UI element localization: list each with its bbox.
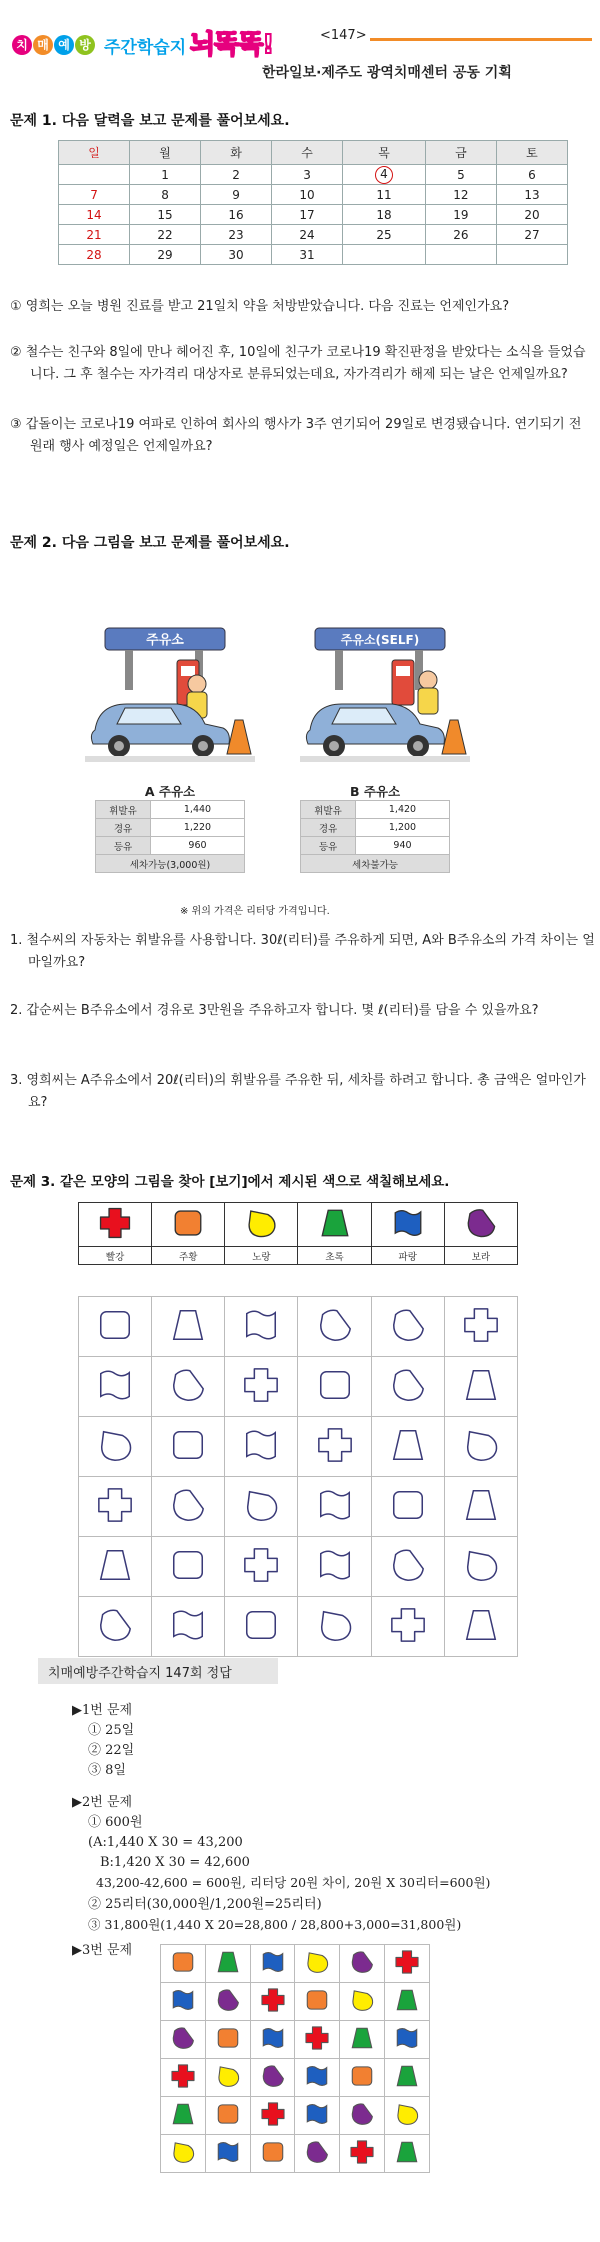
- cross-shape: [260, 1987, 286, 2013]
- blob-shape: [96, 1426, 134, 1464]
- grid-cell[interactable]: [152, 1537, 225, 1597]
- calendar-date-cell: 11: [343, 185, 426, 205]
- calendar-date-cell: 24: [272, 225, 343, 245]
- flag-shape: [242, 1306, 280, 1344]
- answer-heading: 치매예방주간학습지 147회 정답: [38, 1658, 278, 1684]
- answer-q2-label: ▶2번 문제: [72, 1795, 133, 1810]
- circled-date: 4: [375, 166, 393, 184]
- header-subtitle: 한라일보·제주도 광역치매센터 공동 기획: [262, 65, 512, 81]
- flag-shape: [215, 2139, 241, 2165]
- grid-cell: [161, 1983, 206, 2021]
- calendar-date-cell: 2: [201, 165, 272, 185]
- rounded-square-shape: [304, 1987, 330, 2013]
- grid-cell[interactable]: [371, 1417, 444, 1477]
- grid-cell: [385, 1983, 430, 2021]
- legend-swatch: [152, 1203, 225, 1247]
- calendar-date-cell: 28: [59, 245, 130, 265]
- trapezoid-shape: [96, 1546, 134, 1584]
- blob-shape: [215, 2063, 241, 2089]
- drop-shape: [316, 1306, 354, 1344]
- calendar-date-cell: 22: [130, 225, 201, 245]
- calendar-date-cell: 21: [59, 225, 130, 245]
- trapezoid-shape: [462, 1486, 500, 1524]
- cross-shape: [170, 2063, 196, 2089]
- grid-cell: [250, 2021, 295, 2059]
- cross-shape: [260, 2101, 286, 2127]
- cross-shape: [98, 1206, 132, 1240]
- legend-swatch: [298, 1203, 371, 1247]
- flag-shape: [169, 1606, 207, 1644]
- badge-char-2: 예: [54, 35, 74, 55]
- grid-cell: [250, 1983, 295, 2021]
- fuel-type: 경유: [301, 819, 356, 837]
- grid-cell[interactable]: [444, 1597, 517, 1657]
- shape-grid: [78, 1296, 518, 1657]
- gas-station-illustration-b: [300, 620, 470, 774]
- grid-cell[interactable]: [79, 1477, 152, 1537]
- rounded-square-shape: [316, 1366, 354, 1404]
- cross-shape: [316, 1426, 354, 1464]
- fuel-price: 1,220: [151, 819, 245, 837]
- grid-cell: [161, 2059, 206, 2097]
- grid-cell: [250, 2097, 295, 2135]
- drop-shape: [389, 1306, 427, 1344]
- station-a-name: A 주유소: [144, 784, 196, 799]
- cross-shape: [389, 1606, 427, 1644]
- calendar-date-cell: 19: [425, 205, 496, 225]
- grid-cell[interactable]: [225, 1297, 298, 1357]
- grid-cell: [161, 1945, 206, 1983]
- series-badges: [12, 34, 96, 55]
- flag-shape: [391, 1206, 425, 1240]
- calendar-date-cell: [425, 245, 496, 265]
- drop-shape: [389, 1366, 427, 1404]
- grid-cell[interactable]: [298, 1417, 371, 1477]
- grid-cell[interactable]: [79, 1597, 152, 1657]
- legend-color-name: 파랑: [371, 1247, 444, 1265]
- drop-shape: [349, 1949, 375, 1975]
- trapezoid-shape: [389, 1426, 427, 1464]
- grid-cell[interactable]: [444, 1357, 517, 1417]
- grid-cell: [385, 2059, 430, 2097]
- calendar-date-cell: 16: [201, 205, 272, 225]
- trapezoid-shape: [170, 2101, 196, 2127]
- flag-shape: [304, 2063, 330, 2089]
- grid-cell: [385, 2097, 430, 2135]
- calendar-date-cell: 10: [272, 185, 343, 205]
- drop-shape: [215, 1987, 241, 2013]
- grid-cell[interactable]: [371, 1597, 444, 1657]
- grid-cell[interactable]: [371, 1297, 444, 1357]
- calendar-date-cell: 7: [59, 185, 130, 205]
- grid-cell[interactable]: [152, 1477, 225, 1537]
- fuel-price: 960: [151, 837, 245, 855]
- calendar-day-header: 금: [425, 141, 496, 165]
- grid-cell[interactable]: [298, 1297, 371, 1357]
- grid-cell[interactable]: [79, 1357, 152, 1417]
- answer-q2-5: ② 25리터(30,000원/1,200원=25리터): [88, 1897, 322, 1912]
- drop-shape: [169, 1486, 207, 1524]
- flag-shape: [96, 1366, 134, 1404]
- grid-cell[interactable]: [79, 1537, 152, 1597]
- trapezoid-shape: [462, 1606, 500, 1644]
- series-title: 주간학습지: [104, 38, 187, 58]
- calendar-date-cell: 12: [425, 185, 496, 205]
- fuel-price: 1,200: [356, 819, 450, 837]
- grid-cell[interactable]: [371, 1537, 444, 1597]
- car-wash-info: 세차가능(3,000원): [96, 855, 245, 873]
- trapezoid-shape: [169, 1306, 207, 1344]
- badge-char-0: 치: [12, 35, 32, 55]
- legend-color-name: 보라: [444, 1247, 517, 1265]
- q1-question-3: ③ 갑돌이는 코로나19 여파로 인하여 회사의 행사가 3주 연기되어 29일로 변경됐습니다. 연기되기 전 원래 행사 예정일은 언제일까요?: [10, 417, 582, 454]
- answer-q1-label: ▶1번 문제: [72, 1703, 133, 1718]
- drop-shape: [96, 1606, 134, 1644]
- header-rule: [370, 38, 592, 41]
- station-b-name: B 주유소: [349, 784, 401, 799]
- rounded-square-shape: [215, 2025, 241, 2051]
- q2-title: 문제 2. 다음 그림을 보고 문제를 풀어보세요.: [10, 535, 290, 551]
- trapezoid-shape: [349, 2025, 375, 2051]
- grid-cell: [340, 2021, 385, 2059]
- badge-char-1: 매: [33, 35, 53, 55]
- calendar-date-cell: 14: [59, 205, 130, 225]
- flag-shape: [304, 2101, 330, 2127]
- legend-color-name: 노랑: [225, 1247, 298, 1265]
- svg-text:주유소: 주유소: [146, 633, 184, 648]
- calendar-date-cell: 1: [130, 165, 201, 185]
- calendar-day-header: 일: [59, 141, 130, 165]
- grid-cell[interactable]: [225, 1417, 298, 1477]
- grid-cell: [340, 2097, 385, 2135]
- grid-cell: [205, 2021, 250, 2059]
- flag-shape: [260, 2025, 286, 2051]
- color-legend: [78, 1202, 518, 1265]
- grid-cell[interactable]: [371, 1477, 444, 1537]
- blob-shape: [242, 1486, 280, 1524]
- cross-shape: [242, 1546, 280, 1584]
- cross-shape: [462, 1306, 500, 1344]
- badge-char-3: 방: [75, 35, 95, 55]
- calendar-date-cell: 23: [201, 225, 272, 245]
- legend-color-name: 주황: [152, 1247, 225, 1265]
- blob-shape: [304, 1949, 330, 1975]
- blob-shape: [170, 2139, 196, 2165]
- grid-cell: [295, 2021, 340, 2059]
- grid-cell: [340, 1945, 385, 1983]
- calendar-date-cell: 13: [496, 185, 567, 205]
- rounded-square-shape: [170, 1949, 196, 1975]
- rounded-square-shape: [242, 1606, 280, 1644]
- trapezoid-shape: [215, 1949, 241, 1975]
- blob-shape: [394, 2101, 420, 2127]
- rounded-square-shape: [389, 1486, 427, 1524]
- grid-cell: [250, 2135, 295, 2173]
- trapezoid-shape: [394, 2063, 420, 2089]
- grid-cell[interactable]: [444, 1297, 517, 1357]
- grid-cell: [205, 2059, 250, 2097]
- drop-shape: [170, 2025, 196, 2051]
- calendar-date-cell: [59, 165, 130, 185]
- flag-shape: [316, 1546, 354, 1584]
- calendar-date-cell: [343, 245, 426, 265]
- flag-shape: [316, 1486, 354, 1524]
- trapezoid-shape: [462, 1366, 500, 1404]
- grid-cell[interactable]: [298, 1537, 371, 1597]
- grid-cell: [295, 1983, 340, 2021]
- calendar-date-cell: 26: [425, 225, 496, 245]
- rounded-square-shape: [169, 1426, 207, 1464]
- flag-shape: [170, 1987, 196, 2013]
- issue-number: <147>: [320, 28, 367, 43]
- car-wash-info: 세차불가능: [301, 855, 450, 873]
- grid-cell: [385, 2135, 430, 2173]
- grid-cell: [340, 2059, 385, 2097]
- blob-shape: [462, 1426, 500, 1464]
- calendar-date-cell: 30: [201, 245, 272, 265]
- q1-title: 문제 1. 다음 달력을 보고 문제를 풀어보세요.: [10, 113, 290, 129]
- station-b: [300, 782, 450, 873]
- drop-shape: [260, 2063, 286, 2089]
- answer-q1-3: ③ 8일: [88, 1763, 126, 1778]
- calendar-date-cell: 6: [496, 165, 567, 185]
- grid-cell[interactable]: [152, 1357, 225, 1417]
- legend-swatch: [444, 1203, 517, 1247]
- calendar-date-cell: 18: [343, 205, 426, 225]
- grid-cell: [385, 2021, 430, 2059]
- grid-cell[interactable]: [225, 1597, 298, 1657]
- legend-swatch: [225, 1203, 298, 1247]
- logo: 뇌똑똑!: [190, 30, 274, 60]
- calendar-day-header: 화: [201, 141, 272, 165]
- grid-cell[interactable]: [225, 1477, 298, 1537]
- answer-q2-1: ① 600원: [88, 1815, 143, 1830]
- grid-cell: [295, 2097, 340, 2135]
- grid-cell[interactable]: [152, 1297, 225, 1357]
- calendar-date-cell: 27: [496, 225, 567, 245]
- fuel-type: 휘발유: [96, 801, 151, 819]
- grid-cell: [340, 1983, 385, 2021]
- q3-title: 문제 3. 같은 모양의 그림을 찾아 [보기]에서 제시된 색으로 색칠해보세요.: [10, 1174, 450, 1190]
- flag-shape: [260, 1949, 286, 1975]
- calendar-date-cell: [496, 245, 567, 265]
- blob-shape: [244, 1206, 278, 1240]
- legend-swatch: [371, 1203, 444, 1247]
- grid-cell: [295, 2135, 340, 2173]
- cross-shape: [96, 1486, 134, 1524]
- fuel-type: 경유: [96, 819, 151, 837]
- grid-cell[interactable]: [152, 1417, 225, 1477]
- calendar-date-cell: 31: [272, 245, 343, 265]
- calendar-date-cell: 5: [425, 165, 496, 185]
- answer-q2-6: ③ 31,800원(1,440 X 20=28,800 / 28,800+3,000=31,800원): [88, 1917, 462, 1932]
- grid-cell[interactable]: [444, 1417, 517, 1477]
- grid-cell: [205, 1983, 250, 2021]
- grid-cell: [295, 2059, 340, 2097]
- grid-cell[interactable]: [79, 1297, 152, 1357]
- grid-cell: [161, 2097, 206, 2135]
- grid-cell[interactable]: [444, 1477, 517, 1537]
- trapezoid-shape: [394, 1987, 420, 2013]
- trapezoid-shape: [318, 1206, 352, 1240]
- answer-q2-3: B:1,420 X 30 = 42,600: [100, 1855, 250, 1870]
- grid-cell: [161, 2021, 206, 2059]
- grid-cell: [205, 1945, 250, 1983]
- grid-cell[interactable]: [298, 1357, 371, 1417]
- calendar-date-cell: 15: [130, 205, 201, 225]
- rounded-square-shape: [96, 1306, 134, 1344]
- answer-q1-1: ① 25일: [88, 1723, 135, 1738]
- drop-shape: [169, 1366, 207, 1404]
- station-a: [95, 782, 245, 873]
- grid-cell[interactable]: [152, 1597, 225, 1657]
- drop-shape: [304, 2139, 330, 2165]
- blob-shape: [349, 1987, 375, 2013]
- grid-cell[interactable]: [371, 1357, 444, 1417]
- legend-color-name: 초록: [298, 1247, 371, 1265]
- grid-cell[interactable]: [298, 1477, 371, 1537]
- calendar-date-cell: [343, 165, 426, 185]
- grid-cell: [295, 1945, 340, 1983]
- price-note: ※ 위의 가격은 리터당 가격입니다.: [180, 906, 330, 917]
- answer-q2-4: 43,200-42,600 = 600원, 리터당 20원 차이, 20원 X 30리터=600원): [96, 1875, 491, 1890]
- answer-q2-2: (A:1,440 X 30 = 43,200: [88, 1835, 243, 1850]
- calendar: [58, 140, 568, 265]
- calendar-date-cell: 17: [272, 205, 343, 225]
- grid-cell[interactable]: [225, 1357, 298, 1417]
- grid-cell: [205, 2135, 250, 2173]
- rounded-square-shape: [260, 2139, 286, 2165]
- calendar-date-cell: 9: [201, 185, 272, 205]
- svg-text:주유소(SELF): 주유소(SELF): [340, 633, 420, 647]
- cross-shape: [242, 1366, 280, 1404]
- grid-cell: [161, 2135, 206, 2173]
- drop-shape: [389, 1546, 427, 1584]
- drop-shape: [464, 1206, 498, 1240]
- rounded-square-shape: [215, 2101, 241, 2127]
- grid-cell: [340, 2135, 385, 2173]
- grid-cell: [250, 2059, 295, 2097]
- q1-question-1: ① 영희는 오늘 병원 진료를 받고 21일치 약을 처방받았습니다. 다음 진료는 언제인가요?: [10, 299, 510, 314]
- gas-station-illustration-a: [85, 620, 255, 774]
- blob-shape: [316, 1606, 354, 1644]
- cross-shape: [349, 2139, 375, 2165]
- cross-shape: [304, 2025, 330, 2051]
- calendar-day-header: 월: [130, 141, 201, 165]
- rounded-square-shape: [171, 1206, 205, 1240]
- calendar-date-cell: 29: [130, 245, 201, 265]
- q2-question-3: 3. 영희씨는 A주유소에서 20ℓ(리터)의 휘발유를 주유한 뒤, 세차를 하려고 합니다. 총 금액은 얼마인가요?: [10, 1073, 586, 1110]
- trapezoid-shape: [394, 2139, 420, 2165]
- legend-color-name: 빨강: [79, 1247, 152, 1265]
- rounded-square-shape: [349, 2063, 375, 2089]
- grid-cell: [250, 1945, 295, 1983]
- flag-shape: [394, 2025, 420, 2051]
- fuel-price: 940: [356, 837, 450, 855]
- fuel-price: 1,420: [356, 801, 450, 819]
- grid-cell[interactable]: [298, 1597, 371, 1657]
- grid-cell[interactable]: [444, 1537, 517, 1597]
- q2-question-1: 1. 철수씨의 자동차는 휘발유를 사용합니다. 30ℓ(리터)를 주유하게 되면, A와 B주유소의 가격 차이는 얼마일까요?: [10, 933, 595, 970]
- calendar-day-header: 목: [343, 141, 426, 165]
- blob-shape: [462, 1546, 500, 1584]
- rounded-square-shape: [169, 1546, 207, 1584]
- q1-question-2: ② 철수는 친구와 8일에 만나 헤어진 후, 10일에 친구가 코로나19 확진판정을 받았다는 소식을 들었습니다. 그 후 철수는 자가격리 대상자로 분류되었는데요, 자가격리가 해제 되는 날은 언제일까요?: [10, 345, 586, 382]
- q2-question-2: 2. 갑순씨는 B주유소에서 경유로 3만원을 주유하고자 합니다. 몇 ℓ(리터)를 담을 수 있을까요?: [10, 1003, 539, 1018]
- calendar-day-header: 수: [272, 141, 343, 165]
- calendar-date-cell: 3: [272, 165, 343, 185]
- calendar-date-cell: 8: [130, 185, 201, 205]
- calendar-day-header: 토: [496, 141, 567, 165]
- fuel-type: 등유: [96, 837, 151, 855]
- answer-grid: [160, 1944, 430, 2173]
- fuel-price: 1,440: [151, 801, 245, 819]
- grid-cell[interactable]: [79, 1417, 152, 1477]
- fuel-type: 등유: [301, 837, 356, 855]
- answer-q1-2: ② 22일: [88, 1743, 135, 1758]
- answer-q3-label: ▶3번 문제: [72, 1943, 133, 1958]
- grid-cell[interactable]: [225, 1537, 298, 1597]
- calendar-date-cell: 25: [343, 225, 426, 245]
- flag-shape: [242, 1426, 280, 1464]
- cross-shape: [394, 1949, 420, 1975]
- grid-cell: [205, 2097, 250, 2135]
- legend-swatch: [79, 1203, 152, 1247]
- drop-shape: [349, 2101, 375, 2127]
- calendar-date-cell: 20: [496, 205, 567, 225]
- fuel-type: 휘발유: [301, 801, 356, 819]
- grid-cell: [385, 1945, 430, 1983]
